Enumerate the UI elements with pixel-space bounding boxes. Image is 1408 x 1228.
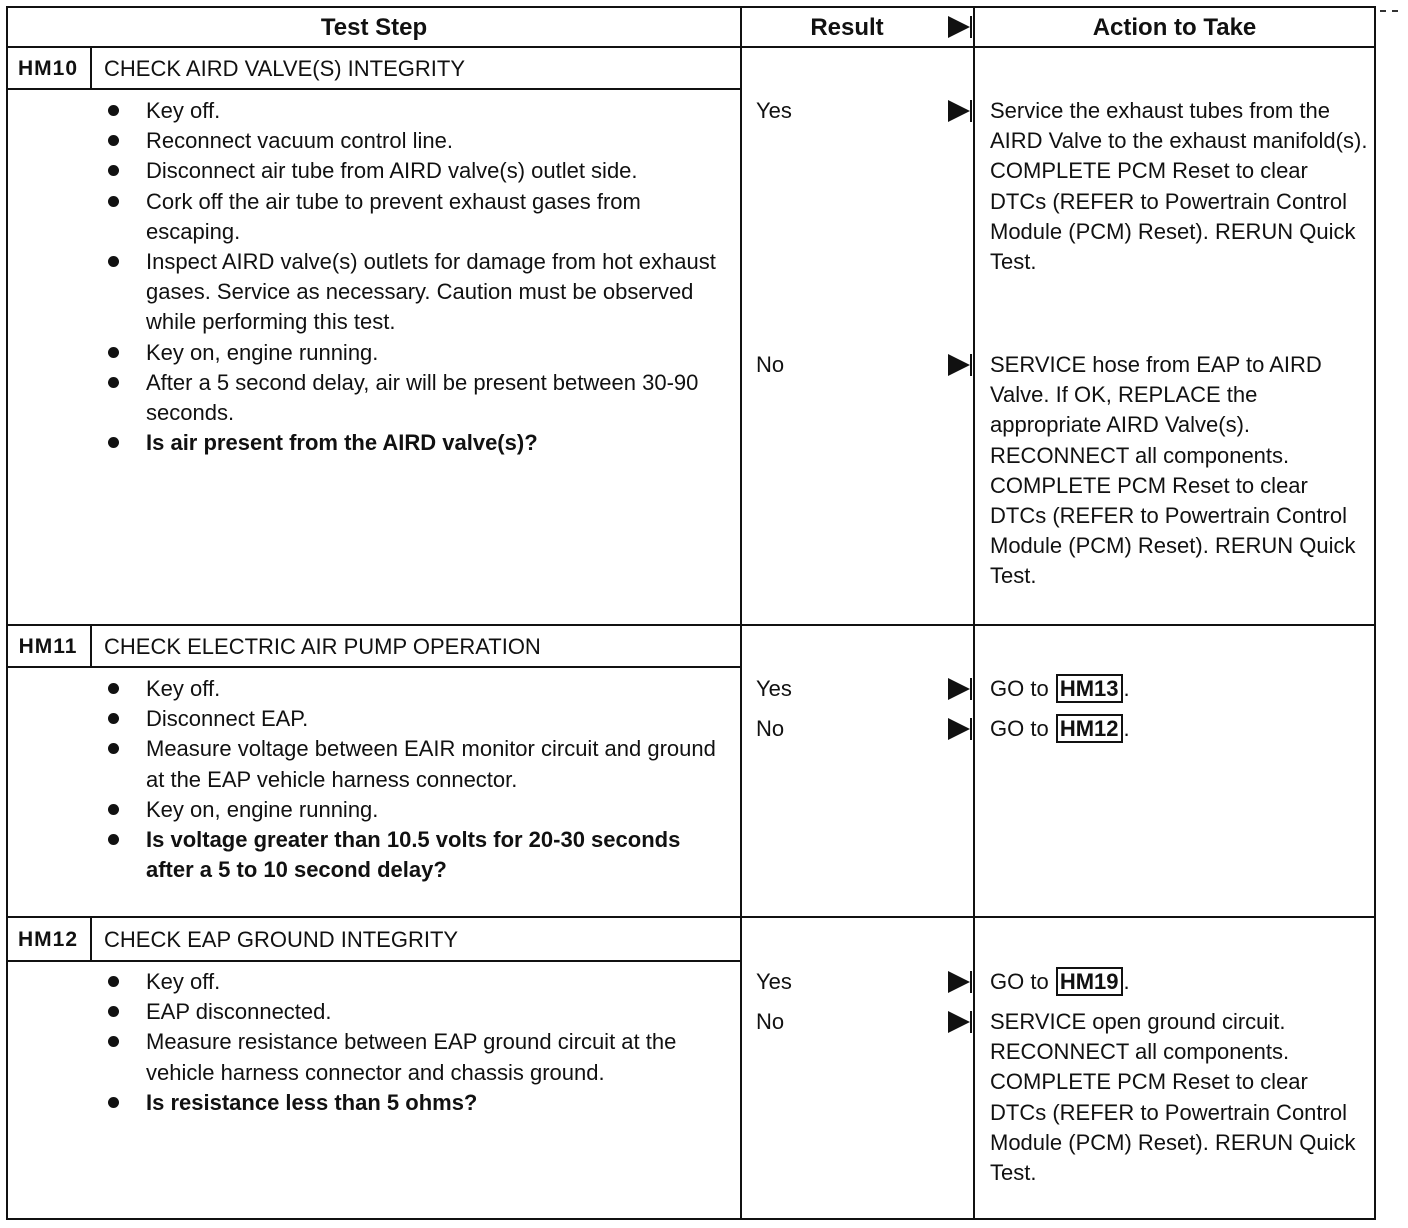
arrow-icon xyxy=(948,1011,972,1033)
header-action: Action to Take xyxy=(1092,14,1257,41)
arrow-icon xyxy=(948,354,972,376)
arrow-icon xyxy=(948,100,972,122)
list-item-question: Is air present from the AIRD valve(s)? xyxy=(104,428,724,458)
action-no-hm12: SERVICE open ground circuit. RECONNECT all components. COMPLETE PCM Reset to clear DTCs (REFER to Powertrain Control Module (PCM) Reset). RERUN Quick Test. xyxy=(990,1009,1356,1186)
header-rule xyxy=(6,46,1376,48)
step-bullets-hm10 xyxy=(104,96,724,458)
action-suffix: . xyxy=(1123,716,1130,741)
step-ref-hm12[interactable]: HM12 xyxy=(1056,714,1123,743)
list-item: Key off. xyxy=(104,96,724,126)
column-divider-action xyxy=(973,6,975,1220)
list-item: Inspect AIRD valve(s) outlets for damage from hot exhaust gases. Service as necessary. Caution must be observed while performing this test. xyxy=(104,247,724,338)
list-item: EAP disconnected. xyxy=(104,997,724,1027)
edge-dash xyxy=(1380,10,1398,12)
action-yes-hm10: Service the exhaust tubes from the AIRD Valve to the exhaust manifold(s). COMPLETE PCM Reset to clear DTCs (REFER to Powertrain Control Module (PCM) Reset). RERUN Quick Test. xyxy=(990,98,1368,275)
action-prefix: GO to xyxy=(990,716,1049,741)
arrow-icon xyxy=(948,971,972,993)
hm11-bottom-rule xyxy=(6,916,1376,918)
hm10-title-rule xyxy=(6,88,741,90)
step-id-hm11: HM11 xyxy=(18,635,78,658)
step-title-hm11: CHECK ELECTRIC AIR PUMP OPERATION xyxy=(104,634,541,659)
action-suffix: . xyxy=(1123,969,1130,994)
step-bullets-hm11 xyxy=(104,674,724,885)
action-prefix: GO to xyxy=(990,676,1049,701)
hm11-id-divider xyxy=(90,626,92,666)
hm12-title-rule xyxy=(6,960,741,962)
list-item: Cork off the air tube to prevent exhaust gases from escaping. xyxy=(104,187,724,247)
list-item: Key on, engine running. xyxy=(104,338,724,368)
action-prefix: GO to xyxy=(990,969,1049,994)
header-test-step: Test Step xyxy=(320,14,428,41)
step-id-hm12: HM12 xyxy=(17,928,79,951)
list-item-question: Is resistance less than 5 ohms? xyxy=(104,1088,724,1118)
result-no-hm12: No xyxy=(756,1009,785,1034)
result-no-hm11: No xyxy=(756,716,785,741)
list-item: Disconnect air tube from AIRD valve(s) outlet side. xyxy=(104,156,724,186)
result-yes-hm11: Yes xyxy=(756,676,792,701)
list-item: Key off. xyxy=(104,674,724,704)
hm11-title-rule xyxy=(6,666,741,668)
list-item: Measure voltage between EAIR monitor circuit and ground at the EAP vehicle harness connector. xyxy=(104,734,724,794)
hm10-bottom-rule xyxy=(6,624,1376,626)
step-bullets-hm12 xyxy=(104,967,724,1118)
header-result: Result xyxy=(810,14,884,41)
action-suffix: . xyxy=(1123,676,1130,701)
result-yes-hm12: Yes xyxy=(756,969,792,994)
list-item: Disconnect EAP. xyxy=(104,704,724,734)
result-no-hm10: No xyxy=(756,352,785,377)
hm10-id-divider xyxy=(90,48,92,88)
step-title-hm10: CHECK AIRD VALVE(S) INTEGRITY xyxy=(104,56,466,81)
action-yes-hm12 xyxy=(990,967,1370,997)
list-item: Measure resistance between EAP ground circuit at the vehicle harness connector and chassis ground. xyxy=(104,1027,724,1087)
list-item-question: Is voltage greater than 10.5 volts for 20-30 seconds after a 5 to 10 second delay? xyxy=(104,825,724,885)
action-yes-hm11 xyxy=(990,674,1370,704)
list-item: Reconnect vacuum control line. xyxy=(104,126,724,156)
arrow-icon xyxy=(948,678,972,700)
list-item: Key off. xyxy=(104,967,724,997)
arrow-icon xyxy=(948,718,972,740)
step-ref-hm19[interactable]: HM19 xyxy=(1056,967,1123,996)
header-arrow-icon xyxy=(948,16,972,38)
action-no-hm11 xyxy=(990,714,1370,744)
result-yes-hm10: Yes xyxy=(756,98,792,123)
hm12-id-divider xyxy=(90,918,92,960)
step-ref-hm13[interactable]: HM13 xyxy=(1056,674,1123,703)
step-title-hm12: CHECK EAP GROUND INTEGRITY xyxy=(104,927,459,952)
step-id-hm10: HM10 xyxy=(17,57,79,80)
list-item: After a 5 second delay, air will be present between 30-90 seconds. xyxy=(104,368,724,428)
list-item: Key on, engine running. xyxy=(104,795,724,825)
action-no-hm10: SERVICE hose from EAP to AIRD Valve. If OK, REPLACE the appropriate AIRD Valve(s). RECONNECT all components. COMPLETE PCM Reset to clear DTCs (REFER to Powertrain Control Module (PCM) Reset). RERUN Quick Test. xyxy=(990,352,1356,589)
column-divider-result xyxy=(740,6,742,1220)
